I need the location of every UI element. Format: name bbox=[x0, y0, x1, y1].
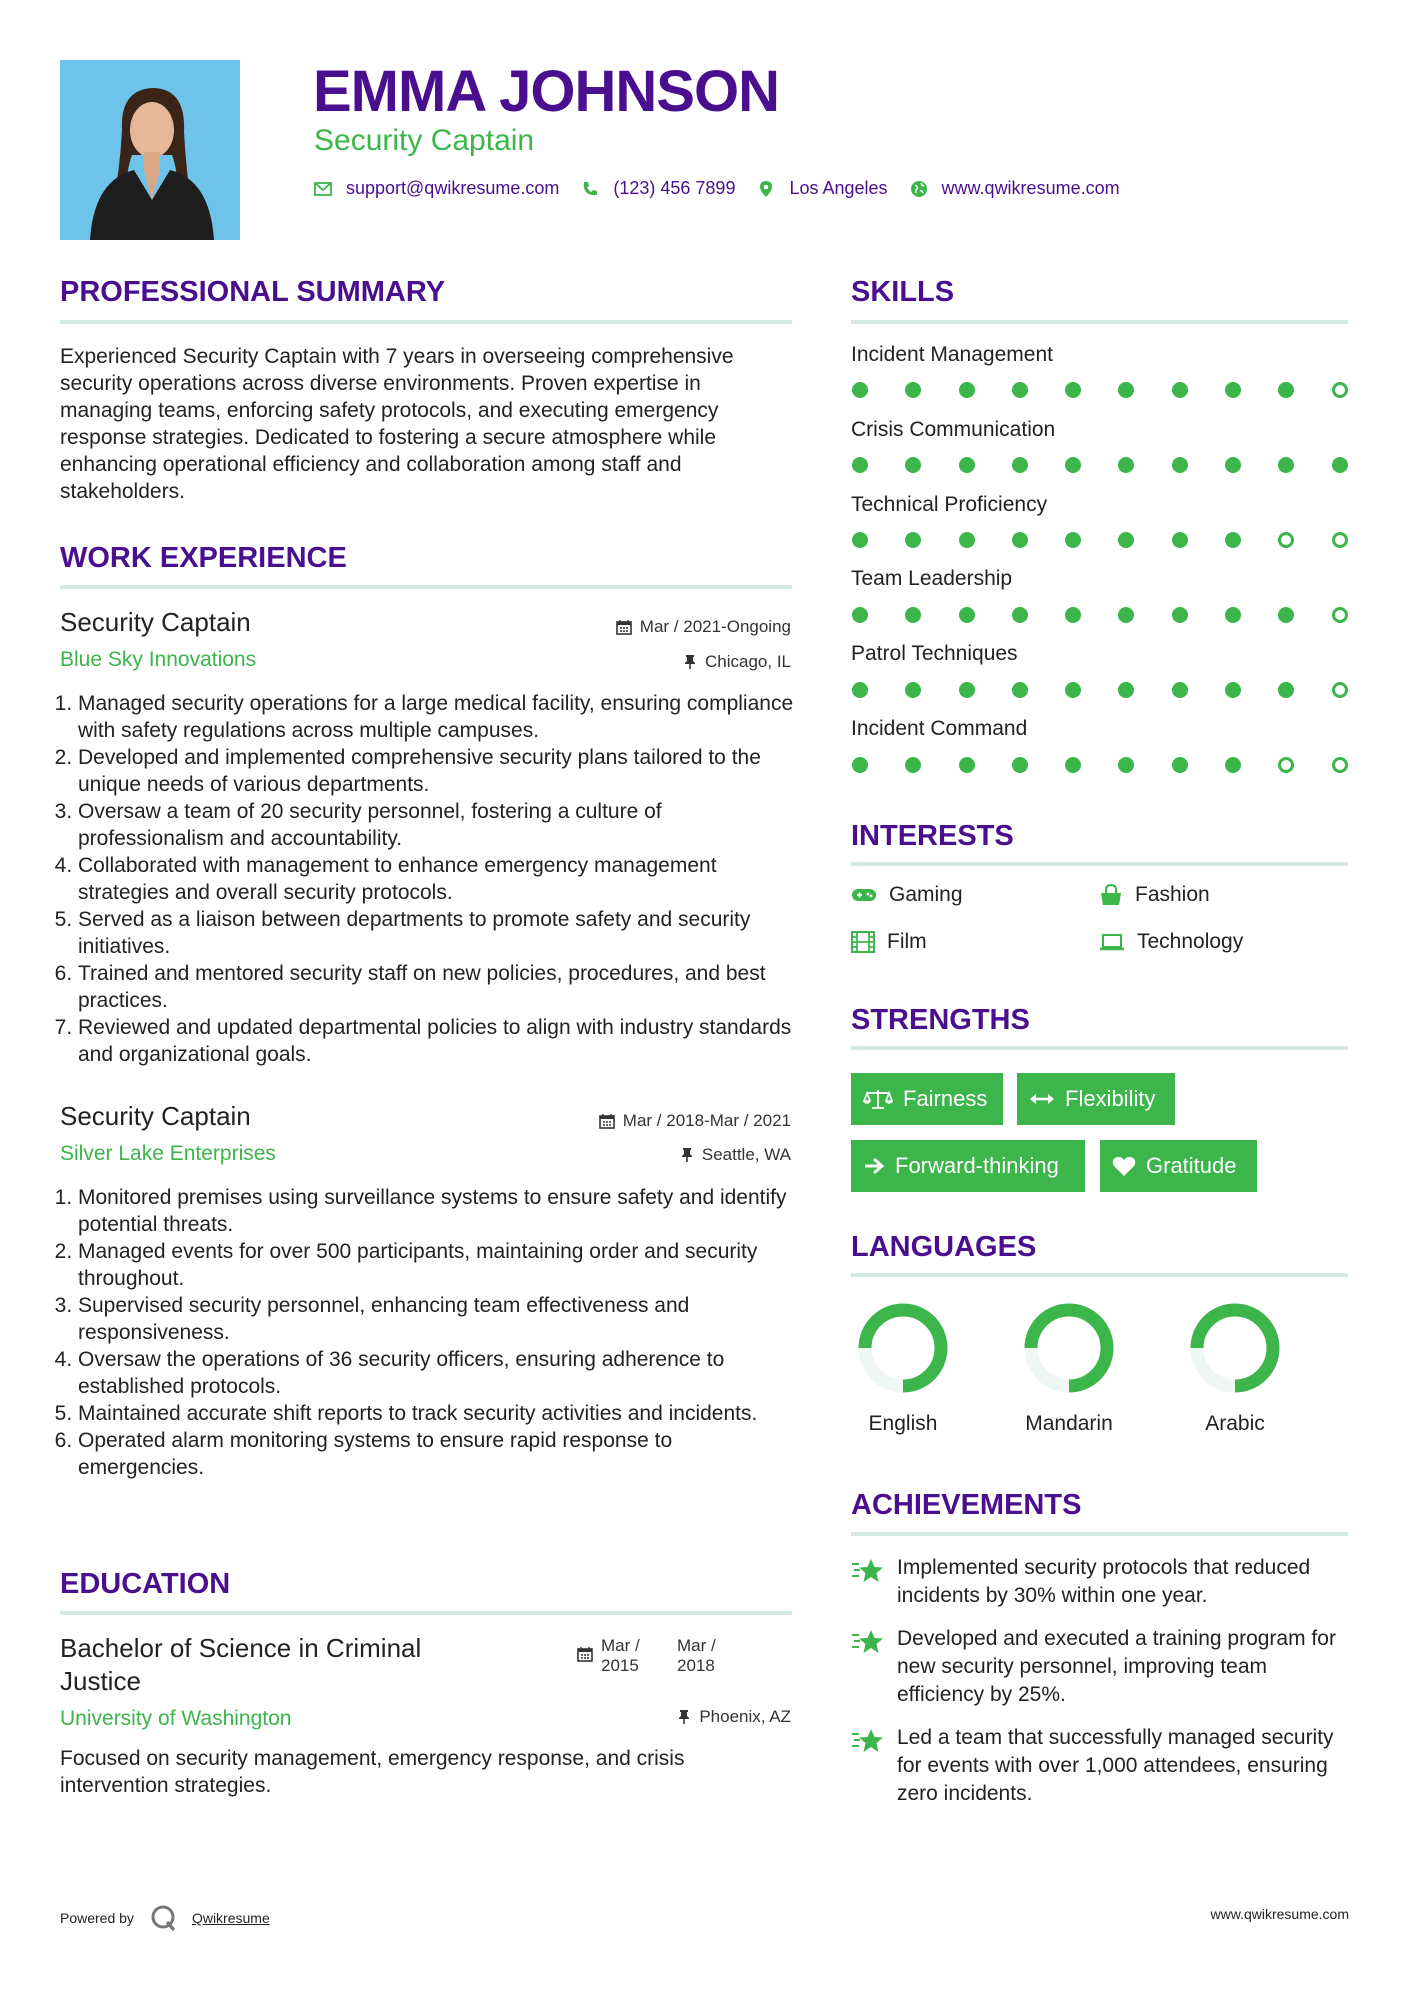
candidate-name: EMMA JOHNSON bbox=[313, 59, 779, 124]
pushpin-icon bbox=[677, 1709, 691, 1725]
job-bullet: 6. Operated alarm monitoring systems to ensure rapid response to emergencies. bbox=[78, 1427, 800, 1481]
achievement-text: Implemented security protocols that reduced incidents by 30% within one year. bbox=[897, 1556, 1311, 1607]
skill-dot-filled bbox=[852, 382, 868, 398]
job-bullet: 5. Maintained accurate shift reports to track security activities and incidents. bbox=[78, 1400, 800, 1427]
skill-dot-filled bbox=[1172, 457, 1188, 473]
contact-bar bbox=[314, 178, 1142, 199]
skill-dot-filled bbox=[1172, 607, 1188, 623]
calendar-icon bbox=[577, 1646, 593, 1662]
skill-dot-filled bbox=[1278, 682, 1294, 698]
strength-label: Gratitude bbox=[1146, 1153, 1237, 1178]
star-icon bbox=[851, 1627, 885, 1657]
education-divider bbox=[60, 1611, 792, 1615]
strength-label: Fairness bbox=[903, 1086, 988, 1111]
balance-scale-icon bbox=[863, 1088, 893, 1110]
job-date-text: Mar / 2021-Ongoing bbox=[639, 617, 791, 636]
skill-dot-empty bbox=[1332, 757, 1348, 773]
skill-dot-filled bbox=[1172, 757, 1188, 773]
skill-dot-filled bbox=[1118, 457, 1134, 473]
contact-website[interactable] bbox=[910, 178, 1120, 199]
skill-dot-empty bbox=[1332, 682, 1348, 698]
contact-phone[interactable] bbox=[581, 178, 735, 199]
skill-dot-filled bbox=[1172, 382, 1188, 398]
phone-icon bbox=[581, 180, 599, 198]
education-location bbox=[677, 1707, 791, 1727]
strength-label: Forward-thinking bbox=[895, 1153, 1059, 1178]
laptop-icon bbox=[1099, 932, 1125, 952]
skill-dot-filled bbox=[905, 607, 921, 623]
skill-dot-filled bbox=[1118, 382, 1134, 398]
envelope-icon bbox=[314, 180, 332, 198]
language-gauge bbox=[1183, 1300, 1303, 1400]
footer-powered-by bbox=[60, 1904, 270, 1932]
job-bullet: 4. Collaborated with management to enhance emergency management strategies and overall security protocols. bbox=[78, 852, 800, 906]
skill-dot-filled bbox=[1065, 682, 1081, 698]
job-bullets bbox=[60, 690, 800, 1068]
summary-heading: PROFESSIONAL SUMMARY bbox=[60, 276, 446, 308]
summary-divider bbox=[60, 320, 792, 324]
skill-dot-filled bbox=[905, 757, 921, 773]
candidate-title: Security Captain bbox=[314, 124, 535, 157]
education-heading: EDUCATION bbox=[60, 1568, 231, 1600]
interest-label: Technology bbox=[1137, 930, 1244, 953]
education-start-year: 2015 bbox=[601, 1656, 639, 1675]
contact-website-text: www.qwikresume.com bbox=[941, 178, 1120, 198]
skill-dot-filled bbox=[1278, 382, 1294, 398]
skill-dot-filled bbox=[905, 532, 921, 548]
skill-dot-filled bbox=[959, 382, 975, 398]
skill-dot-empty bbox=[1278, 757, 1294, 773]
skill-dot-filled bbox=[905, 382, 921, 398]
skill-rating bbox=[852, 382, 1348, 398]
language-gauge bbox=[1017, 1300, 1137, 1400]
skill-rating bbox=[852, 607, 1348, 623]
job-bullets bbox=[60, 1184, 800, 1481]
skill-dot-filled bbox=[959, 457, 975, 473]
skills-divider bbox=[851, 320, 1348, 324]
language-name: Arabic bbox=[1205, 1412, 1265, 1435]
job-bullet: 6. Trained and mentored security staff on new policies, procedures, and best practices. bbox=[78, 960, 800, 1014]
language-gauge bbox=[851, 1300, 971, 1400]
skill-dot-filled bbox=[1172, 682, 1188, 698]
achievements-heading: ACHIEVEMENTS bbox=[851, 1489, 1082, 1521]
skill-dot-filled bbox=[959, 607, 975, 623]
experience-divider bbox=[60, 585, 792, 589]
education-end-year: 2018 bbox=[677, 1656, 715, 1675]
job-date bbox=[599, 1111, 791, 1131]
strength-flexibility bbox=[1017, 1073, 1175, 1125]
strength-fairness bbox=[851, 1073, 1003, 1125]
strengths-divider bbox=[851, 1046, 1348, 1050]
skill-dot-filled bbox=[959, 757, 975, 773]
skill-dot-empty bbox=[1332, 532, 1348, 548]
experience-heading: WORK EXPERIENCE bbox=[60, 542, 347, 574]
contact-phone-text: (123) 456 7899 bbox=[613, 178, 736, 198]
achievement-text: Led a team that successfully managed security for events with over 1,000 attendees, ensuring zero incidents. bbox=[897, 1726, 1334, 1805]
skill-dot-filled bbox=[1278, 457, 1294, 473]
skill-dot-filled bbox=[852, 607, 868, 623]
skills-heading: SKILLS bbox=[851, 276, 955, 308]
skill-dot-filled bbox=[852, 757, 868, 773]
skill-label: Technical Proficiency bbox=[851, 493, 1048, 516]
skill-dot-filled bbox=[1012, 382, 1028, 398]
profile-photo bbox=[60, 60, 240, 240]
skill-dot-filled bbox=[1065, 532, 1081, 548]
skill-dot-filled bbox=[959, 682, 975, 698]
job-company: Silver Lake Enterprises bbox=[60, 1142, 276, 1165]
language-name: Mandarin bbox=[1025, 1412, 1113, 1435]
job-location-text: Seattle, WA bbox=[701, 1145, 791, 1164]
skill-dot-filled bbox=[1012, 457, 1028, 473]
skill-dot-filled bbox=[1065, 457, 1081, 473]
calendar-icon bbox=[599, 1113, 615, 1129]
skill-label: Patrol Techniques bbox=[851, 642, 1018, 665]
job-date-text: Mar / 2018-Mar / 2021 bbox=[622, 1111, 791, 1130]
skill-dot-filled bbox=[1065, 607, 1081, 623]
qwikresume-logo-icon bbox=[150, 1904, 178, 1932]
language-item bbox=[851, 1300, 971, 1436]
arrow-right-icon bbox=[863, 1156, 885, 1176]
language-name: English bbox=[868, 1412, 938, 1435]
contact-email-text: support@qwikresume.com bbox=[346, 178, 560, 198]
education-start-month: Mar / bbox=[601, 1636, 640, 1655]
skill-dot-filled bbox=[1225, 757, 1241, 773]
job-title: Security Captain bbox=[60, 1101, 251, 1131]
job-bullet: 4. Oversaw the operations of 36 security officers, ensuring adherence to established protocols. bbox=[78, 1346, 800, 1400]
skill-dot-filled bbox=[1225, 682, 1241, 698]
qwikresume-link[interactable]: Qwikresume bbox=[191, 1910, 270, 1926]
job-bullet: 3. Oversaw a team of 20 security personnel, fostering a culture of professionalism and accountability. bbox=[78, 798, 800, 852]
degree-title: Bachelor of Science in Criminal Justice bbox=[60, 1633, 422, 1696]
interest-label: Gaming bbox=[889, 883, 963, 906]
strengths-heading: STRENGTHS bbox=[851, 1004, 1030, 1036]
skill-dot-empty bbox=[1332, 607, 1348, 623]
interest-label: Film bbox=[887, 930, 927, 953]
contact-location bbox=[757, 178, 887, 199]
footer-url[interactable]: www.qwikresume.com bbox=[1210, 1906, 1349, 1922]
skill-dot-filled bbox=[1225, 382, 1241, 398]
language-item bbox=[1017, 1300, 1137, 1436]
interests-divider bbox=[851, 862, 1348, 866]
job-company: Blue Sky Innovations bbox=[60, 648, 257, 671]
achievement-item bbox=[851, 1554, 1337, 1610]
arrows-horizontal-icon bbox=[1029, 1092, 1055, 1106]
calendar-icon bbox=[616, 619, 632, 635]
school-name: University of Washington bbox=[60, 1707, 292, 1730]
skill-label: Incident Command bbox=[851, 717, 1028, 740]
skill-dot-filled bbox=[1118, 757, 1134, 773]
skill-dot-filled bbox=[852, 457, 868, 473]
strength-label: Flexibility bbox=[1065, 1086, 1156, 1111]
education-start bbox=[601, 1636, 671, 1676]
skill-label: Incident Management bbox=[851, 343, 1053, 366]
skill-dot-filled bbox=[905, 682, 921, 698]
skill-dot-filled bbox=[1225, 457, 1241, 473]
skill-dot-filled bbox=[959, 532, 975, 548]
skill-dot-filled bbox=[1278, 607, 1294, 623]
skill-dot-filled bbox=[1065, 382, 1081, 398]
skill-dot-filled bbox=[1332, 457, 1348, 473]
languages-heading: LANGUAGES bbox=[851, 1231, 1037, 1263]
job-bullet: 2. Managed events for over 500 participants, maintaining order and security throughout. bbox=[78, 1238, 800, 1292]
languages-divider bbox=[851, 1273, 1348, 1277]
job-location bbox=[680, 1145, 791, 1165]
achievements-divider bbox=[851, 1532, 1348, 1536]
job-bullet: 2. Developed and implemented comprehensive security plans tailored to the unique needs of various departments. bbox=[78, 744, 800, 798]
achievement-item bbox=[851, 1724, 1337, 1808]
job-bullet: 7. Reviewed and updated departmental policies to align with industry standards and organizational goals. bbox=[78, 1014, 800, 1068]
job-location bbox=[683, 652, 791, 672]
skill-dot-filled bbox=[1225, 607, 1241, 623]
job-title: Security Captain bbox=[60, 607, 251, 637]
language-item bbox=[1183, 1300, 1303, 1436]
interest-technology bbox=[1099, 930, 1243, 954]
job-bullet: 5. Served as a liaison between departments to promote safety and security initiatives. bbox=[78, 906, 800, 960]
job-bullet: 1. Monitored premises using surveillance systems to ensure safety and identify potential threats. bbox=[78, 1184, 800, 1238]
job-location-text: Chicago, IL bbox=[705, 652, 791, 671]
powered-by-label: Powered by bbox=[60, 1910, 134, 1926]
skill-dot-empty bbox=[1278, 532, 1294, 548]
summary-text: Experienced Security Captain with 7 years in overseeing comprehensive security operations across diverse environments. Proven expertise in managing teams, enforcing safety protocols, and executing emergency response strategies. Dedicated to fostering a secure atmosphere while enhancing operational efficiency and collaboration among staff and stakeholders. bbox=[60, 345, 734, 503]
skill-rating bbox=[852, 457, 1348, 473]
interest-gaming bbox=[851, 883, 963, 907]
star-icon bbox=[851, 1556, 885, 1586]
strength-forward-thinking bbox=[851, 1140, 1085, 1192]
skill-dot-filled bbox=[1012, 607, 1028, 623]
contact-location-text: Los Angeles bbox=[789, 178, 888, 198]
skill-dot-empty bbox=[1332, 382, 1348, 398]
education-end-month: Mar / bbox=[677, 1636, 716, 1655]
star-icon bbox=[851, 1726, 885, 1756]
globe-icon bbox=[910, 180, 928, 198]
job-date bbox=[616, 617, 791, 637]
pushpin-icon bbox=[680, 1147, 694, 1163]
skill-dot-filled bbox=[852, 532, 868, 548]
skill-rating bbox=[852, 757, 1348, 773]
achievement-text: Developed and executed a training program for new security personnel, improving team efficiency by 25%. bbox=[897, 1627, 1336, 1706]
skill-dot-filled bbox=[1118, 532, 1134, 548]
interest-label: Fashion bbox=[1135, 883, 1210, 906]
skill-dot-filled bbox=[905, 457, 921, 473]
skill-dot-filled bbox=[852, 682, 868, 698]
interest-film bbox=[851, 930, 927, 954]
job-bullet: 1. Managed security operations for a large medical facility, ensuring compliance with safety regulations across multiple campuses. bbox=[78, 690, 800, 744]
skill-dot-filled bbox=[1118, 607, 1134, 623]
contact-email[interactable] bbox=[314, 178, 559, 199]
skill-rating bbox=[852, 532, 1348, 548]
skill-dot-filled bbox=[1012, 682, 1028, 698]
education-end bbox=[677, 1636, 716, 1676]
education-location-text: Phoenix, AZ bbox=[699, 1707, 791, 1726]
map-pin-icon bbox=[757, 180, 775, 198]
skill-dot-filled bbox=[1065, 757, 1081, 773]
shopping-bag-icon bbox=[1099, 884, 1123, 906]
heart-icon bbox=[1112, 1155, 1136, 1177]
education-date bbox=[577, 1636, 716, 1676]
interests-heading: INTERESTS bbox=[851, 820, 1014, 852]
gamepad-icon bbox=[851, 886, 877, 904]
skill-dot-filled bbox=[1118, 682, 1134, 698]
pushpin-icon bbox=[683, 654, 697, 670]
skill-dot-filled bbox=[1012, 757, 1028, 773]
skill-dot-filled bbox=[1012, 532, 1028, 548]
skill-dot-filled bbox=[1172, 532, 1188, 548]
job-bullet: 3. Supervised security personnel, enhancing team effectiveness and responsiveness. bbox=[78, 1292, 800, 1346]
strength-gratitude bbox=[1100, 1140, 1257, 1192]
achievement-item bbox=[851, 1625, 1337, 1709]
skill-rating bbox=[852, 682, 1348, 698]
film-icon bbox=[851, 931, 875, 953]
skill-label: Crisis Communication bbox=[851, 418, 1056, 441]
interest-fashion bbox=[1099, 883, 1210, 907]
skill-dot-filled bbox=[1225, 532, 1241, 548]
skill-label: Team Leadership bbox=[851, 567, 1013, 590]
education-text: Focused on security management, emergency response, and crisis intervention strategies. bbox=[60, 1747, 685, 1797]
